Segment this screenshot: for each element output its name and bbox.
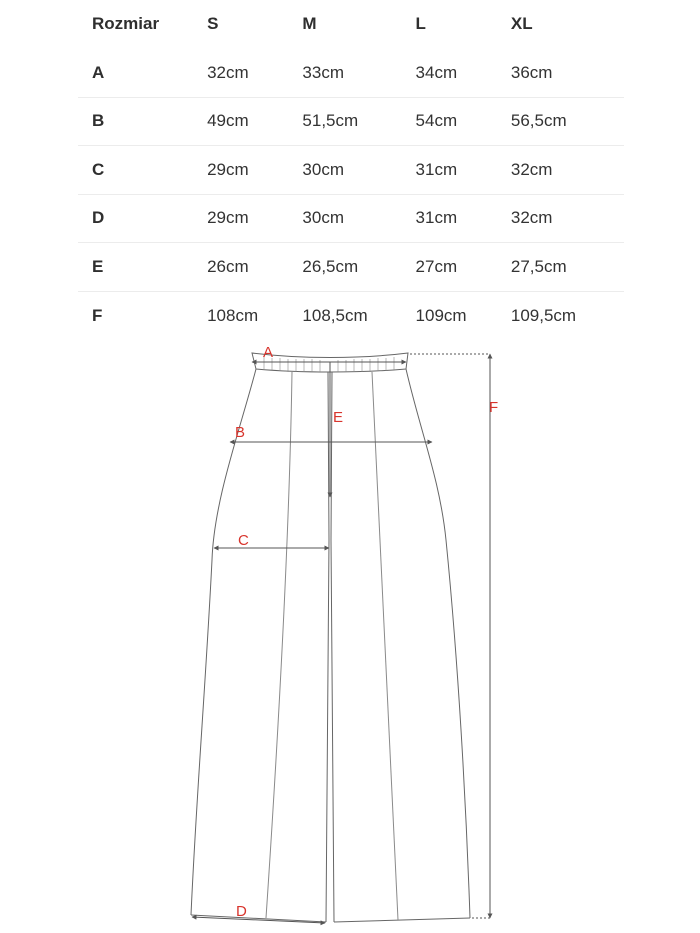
right-leg-inner-seam: [331, 372, 334, 922]
marker-a: A: [263, 344, 274, 361]
row-label-b: B: [78, 97, 207, 146]
right-leg-outer-seam: [406, 369, 470, 918]
right-leg-hem: [334, 918, 470, 922]
cell-a-l: 34cm: [415, 62, 458, 82]
header-size-m: M: [302, 14, 317, 34]
cell-d-xl: 32cm: [511, 194, 624, 243]
cell-d-m: 30cm: [302, 194, 415, 243]
row-label-f: F: [78, 291, 207, 340]
cell-f-s: 108cm: [207, 291, 302, 340]
marker-c: C: [238, 532, 249, 549]
marker-f: F: [489, 399, 499, 416]
cell-f-xl: 109,5cm: [511, 291, 624, 340]
left-leg-crease: [266, 372, 292, 918]
measurement-markers: [235, 344, 498, 920]
cell-e-s: 26cm: [207, 243, 302, 292]
marker-d: D: [236, 903, 247, 920]
cell-a-xl: 36cm: [510, 62, 553, 82]
cell-e-m: 26,5cm: [302, 243, 415, 292]
left-leg-hem: [191, 915, 326, 922]
row-label-e: E: [78, 243, 207, 292]
row-label-c: C: [78, 146, 207, 195]
cell-e-xl: 27,5cm: [511, 243, 624, 292]
cell-b-m: 51,5cm: [302, 97, 415, 146]
row-label-d: D: [78, 194, 207, 243]
measure-line-d: [192, 917, 325, 923]
cell-c-xl: 32cm: [511, 146, 624, 195]
header-size-l: L: [415, 14, 426, 34]
cell-a-m: 33cm: [302, 62, 344, 82]
cell-b-s: 49cm: [207, 97, 302, 146]
cell-b-l: 54cm: [416, 97, 511, 146]
row-label-a: A: [92, 62, 105, 82]
cell-c-m: 30cm: [302, 146, 415, 195]
cell-b-xl: 56,5cm: [511, 97, 624, 146]
cell-e-l: 27cm: [416, 243, 511, 292]
waistband-texture: [264, 357, 394, 372]
cell-f-m: 108,5cm: [302, 291, 415, 340]
left-leg-inner-seam: [326, 372, 329, 922]
header-size-s: S: [207, 14, 219, 34]
cell-d-s: 29cm: [207, 194, 302, 243]
header-size-label: Rozmiar: [92, 14, 160, 34]
marker-e: E: [333, 409, 344, 426]
cell-c-l: 31cm: [416, 146, 511, 195]
cell-a-s: 32cm: [207, 62, 249, 82]
left-leg-outer-seam: [191, 369, 256, 915]
cell-f-l: 109cm: [416, 291, 511, 340]
cell-d-l: 31cm: [416, 194, 511, 243]
marker-b: B: [235, 424, 246, 441]
right-leg-crease: [372, 372, 398, 920]
cell-c-s: 29cm: [207, 146, 302, 195]
header-size-xl: XL: [510, 14, 533, 34]
